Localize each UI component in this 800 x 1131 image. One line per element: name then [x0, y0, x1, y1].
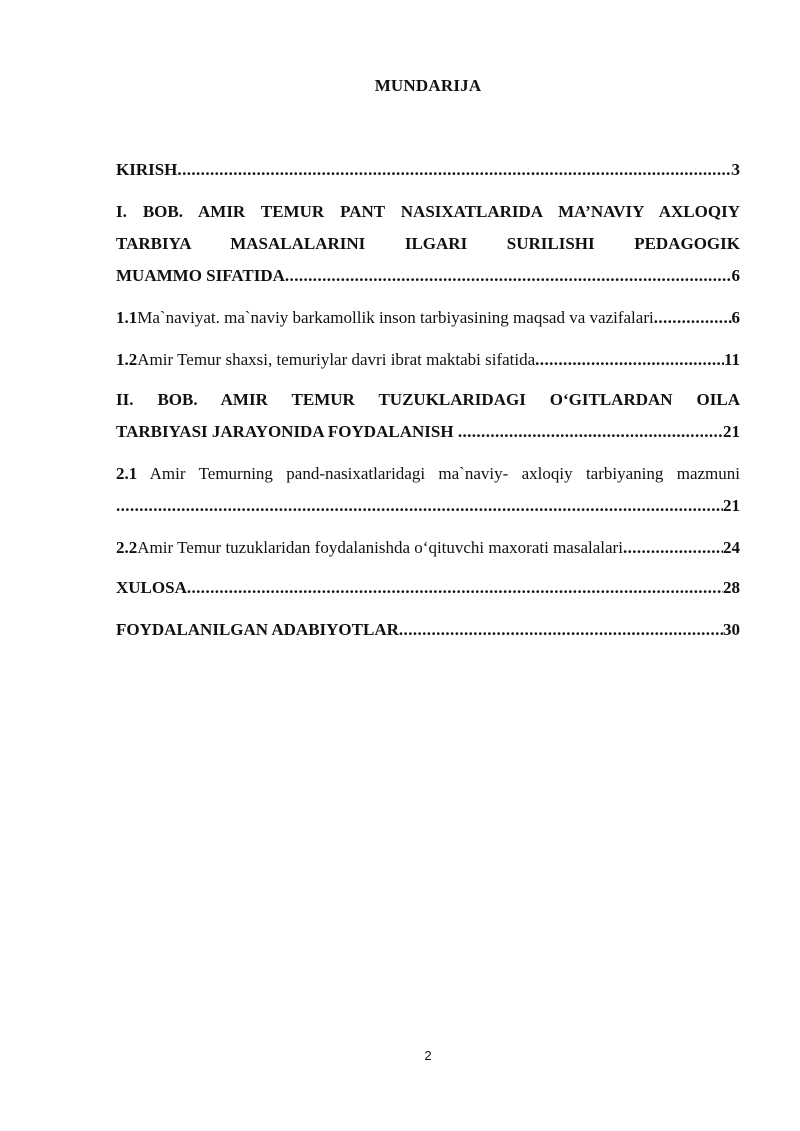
toc-entry-label-line-1: II. BOB. AMIR TEMUR TUZUKLARIDAGI O‘GITLARDAN OILA: [116, 390, 740, 409]
toc-page-number: 21: [723, 496, 740, 515]
toc-entry-label: Amir Temurning pand-nasixatlaridagi ma`naviy- axloqiy tarbiyaning mazmuni: [137, 464, 740, 483]
toc-page-number: 3: [731, 160, 740, 179]
toc-page-number: 30: [723, 620, 740, 639]
toc-entry-label: Amir Temur shaxsi, temuriylar davri ibrat maktabi sifatida: [137, 350, 536, 369]
toc-section-number: 1.2: [116, 350, 138, 369]
dot-leader: [187, 576, 723, 600]
toc-page-number: 11: [723, 350, 740, 369]
toc-page-number: 21: [723, 422, 740, 441]
toc-entry-section-1-2[interactable]: [116, 348, 740, 372]
toc-entry-section-2-1[interactable]: [116, 458, 740, 522]
dot-leader: [285, 260, 732, 292]
page-title: MUNDARIJA: [374, 76, 482, 95]
toc-entry-label-line-2: TARBIYA MASALALARINI ILGARI SURILISHI PEDAGOGIK: [116, 234, 740, 253]
dot-leader: [458, 416, 723, 448]
toc-entry-label-line: [116, 458, 740, 490]
dot-leader: [623, 536, 723, 560]
toc-entry-last-line: [116, 490, 740, 522]
toc-entry-kirish[interactable]: [116, 158, 740, 182]
dot-leader: [654, 306, 732, 330]
toc-entry-label: KIRISH: [116, 160, 178, 179]
toc-entry-section-1-1[interactable]: [116, 306, 740, 330]
dot-leader: [535, 348, 724, 372]
toc-page-number: 24: [723, 538, 740, 557]
dot-leader: [177, 158, 731, 182]
dot-leader: [399, 618, 723, 642]
dot-leader: [116, 490, 723, 522]
toc-entry-label-line-2: TARBIYASI JARAYONIDA FOYDALANISH: [116, 422, 458, 441]
toc-page-number: 28: [723, 578, 740, 597]
toc-entry-label: Ma`naviyat. ma`naviy barkamollik inson tarbiyasining maqsad va vazifalari: [137, 308, 654, 327]
toc-entry-label: Amir Temur tuzuklaridan foydalanishda o‘qituvchi maxorati masalalari: [137, 538, 623, 557]
toc-entry-section-2-2[interactable]: [116, 536, 740, 560]
toc-section-number: 2.1: [116, 464, 138, 483]
toc-section-number: 1.1: [116, 308, 138, 327]
toc-section-number: 2.2: [116, 538, 138, 557]
toc-entry-xulosa[interactable]: [116, 576, 740, 600]
page-number: 2: [424, 1048, 432, 1063]
toc-entry-label-line-1: I. BOB. AMIR TEMUR PANT NASIXATLARIDA MA’NAVIY AXLOQIY: [116, 202, 740, 221]
toc-entry-chapter-2[interactable]: [116, 384, 740, 448]
toc-page-number: 6: [731, 266, 740, 285]
toc-entry-label: XULOSA: [116, 578, 187, 597]
toc-entry-last-line: [116, 416, 740, 448]
toc-entry-label: FOYDALANILGAN ADABIYOTLAR: [116, 620, 399, 639]
toc-entry-chapter-1[interactable]: [116, 196, 740, 292]
toc-entry-last-line: [116, 260, 740, 292]
toc-entry-adabiyotlar[interactable]: [116, 618, 740, 642]
toc-page-number: 6: [731, 308, 740, 327]
toc-entry-label-line-3: MUAMMO SIFATIDA: [116, 266, 285, 285]
